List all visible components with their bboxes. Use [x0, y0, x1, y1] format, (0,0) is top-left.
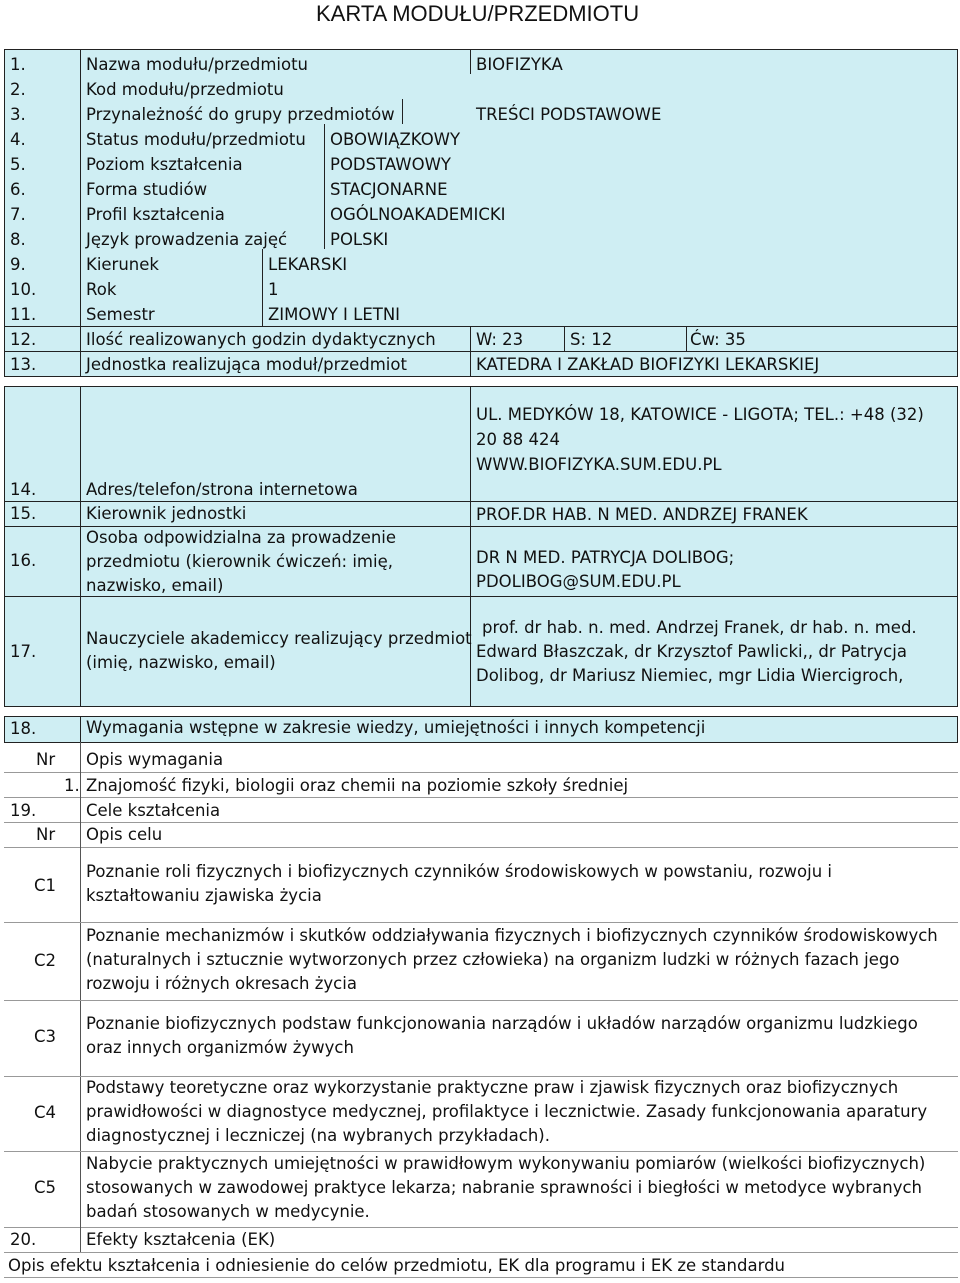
goal-c1-text: Poznanie roli fizycznych i biofizycznych czynników środowiskowych w powstaniu, rozwoju i kształtowaniu zjawiska życia — [86, 862, 832, 905]
row-15-label: Kierownik jednostki — [86, 504, 247, 523]
row-11-value: ZIMOWY I LETNI — [268, 305, 401, 324]
row-3-value: TREŚCI PODSTAWOWE — [476, 105, 662, 124]
row-6-number: 6. — [10, 180, 26, 199]
row-5-number: 5. — [10, 155, 26, 174]
goal-c4-text: Podstawy teoretyczne oraz wykorzystanie praktyczne praw i zjawisk fizycznych oraz biofizycznych prawidłowości w diagnostyce medycznej, profilaktyce i lecznictwie. Zasady funkcjonowania aparatury diagnostycznej i leczniczej (na wybranych przykładach). — [86, 1078, 928, 1145]
row-19-number: 19. — [10, 801, 37, 820]
requirements-desc-header: Opis wymagania — [86, 750, 224, 769]
row-13-value: KATEDRA I ZAKŁAD BIOFIZYKI LEKARSKIEJ — [476, 355, 820, 374]
row-2-number: 2. — [10, 80, 26, 99]
row-15-number: 15. — [10, 504, 37, 523]
row-15-value: PROF.DR HAB. N MED. ANDRZEJ FRANEK — [476, 505, 808, 524]
row-4-number: 4. — [10, 130, 26, 149]
row-8-value: POLSKI — [330, 230, 389, 249]
row-14-number: 14. — [10, 480, 37, 499]
row-1-value: BIOFIZYKA — [476, 55, 563, 74]
goal-c3-number: C3 — [34, 1027, 57, 1046]
hours-seminars: S: 12 — [570, 330, 613, 349]
row-12-number: 12. — [10, 330, 37, 349]
row-10-label: Rok — [86, 280, 117, 299]
goal-c3-text: Poznanie biofizycznych podstaw funkcjonowania narządów i układów narządów organizmu ludzkiego oraz innych organizmów żywych — [86, 1014, 918, 1057]
row-8-number: 8. — [10, 230, 26, 249]
row-9-label: Kierunek — [86, 255, 159, 274]
row-6-value: STACJONARNE — [330, 180, 448, 199]
row-1-number: 1. — [10, 55, 26, 74]
goal-c4-number: C4 — [34, 1103, 57, 1122]
goal-c2-text: Poznanie mechanizmów i skutków oddziaływania fizycznych i biofizycznych czynników środowiskowych (naturalnych i sztucznie wytworzonych przez człowieka) na organizm ludzki w różnych fazach jego rozwoju i różnych okresach życia — [86, 926, 938, 993]
row-3-label: Przynależność do grupy przedmiotów — [86, 105, 395, 124]
hours-exercises: Ćw: 35 — [690, 330, 746, 349]
row-2-label: Kod modułu/przedmiotu — [86, 80, 284, 99]
requirement-1-text: Znajomość fizyki, biologii oraz chemii na poziomie szkoły średniej — [86, 776, 629, 795]
row-4-label: Status modułu/przedmiotu — [86, 130, 306, 149]
address-line-1: UL. MEDYKÓW 18, KATOWICE - LIGOTA; TEL.: +48 (32) — [476, 405, 924, 424]
learning-outcomes-header: Opis efektu kształcenia i odniesienie do celów przedmiotu, EK dla programu i EK ze standardu — [8, 1256, 786, 1275]
goal-c2-number: C2 — [34, 951, 57, 970]
requirements-nr-header: Nr — [36, 750, 56, 769]
row-17-value-line-2: Edward Błaszczak, dr Krzysztof Pawlicki,, dr Patrycja — [476, 642, 907, 661]
row-11-label: Semestr — [86, 305, 155, 324]
row-5-label: Poziom kształcenia — [86, 155, 243, 174]
row-7-label: Profil kształcenia — [86, 205, 225, 224]
goal-c5-number: C5 — [34, 1178, 57, 1197]
row-18-label: Wymagania wstępne w zakresie wiedzy, umiejętności i innych kompetencji — [86, 718, 706, 737]
address-line-2: 20 88 424 — [476, 430, 560, 449]
row-7-value: OGÓLNOAKADEMICKI — [330, 205, 506, 224]
row-13-label: Jednostka realizująca moduł/przedmiot — [86, 355, 407, 374]
row-1-label: Nazwa modułu/przedmiotu — [86, 55, 308, 74]
row-16-value-line-1: DR N MED. PATRYCJA DOLIBOG; — [476, 548, 735, 567]
row-6-label: Forma studiów — [86, 180, 208, 199]
goal-c1-number: C1 — [34, 876, 57, 895]
row-13-number: 13. — [10, 355, 37, 374]
row-8-label: Język prowadzenia zajęć — [86, 230, 288, 249]
row-14-label: Adres/telefon/strona internetowa — [86, 480, 358, 499]
row-17-label-line-1: Nauczyciele akademiccy realizujący przedmiot — [86, 629, 472, 648]
row-17-label-line-2: (imię, nazwisko, email) — [86, 653, 276, 672]
row-20-label: Efekty kształcenia (EK) — [86, 1230, 276, 1249]
goals-nr-header: Nr — [36, 825, 56, 844]
row-16-label-line-2: przedmiotu (kierownik ćwiczeń: imię, — [86, 552, 393, 571]
row-17-number: 17. — [10, 642, 37, 661]
row-10-value: 1 — [268, 280, 279, 299]
row-11-number: 11. — [10, 305, 37, 324]
row-5-value: PODSTAWOWY — [330, 155, 451, 174]
requirement-1-number: 1. — [64, 776, 80, 795]
row-10-number: 10. — [10, 280, 37, 299]
row-4-value: OBOWIĄZKOWY — [330, 130, 461, 149]
row-16-email[interactable]: PDOLIBOG@SUM.EDU.PL — [476, 572, 681, 591]
row-7-number: 7. — [10, 205, 26, 224]
row-12-label: Ilość realizowanych godzin dydaktycznych — [86, 330, 436, 349]
row-18-number: 18. — [10, 719, 37, 738]
row-16-number: 16. — [10, 551, 37, 570]
row-20-number: 20. — [10, 1230, 37, 1249]
row-17-value-line-1: prof. dr hab. n. med. Andrzej Franek, dr hab. n. med. — [482, 618, 917, 637]
row-17-value-line-3: Dolibog, dr Mariusz Niemiec, mgr Lidia Wiercigroch, — [476, 666, 904, 685]
row-16-label-line-3: nazwisko, email) — [86, 576, 224, 595]
row-16-label-line-1: Osoba odpowidzialna za prowadzenie — [86, 528, 397, 547]
hours-lectures: W: 23 — [476, 330, 524, 349]
website-link[interactable]: WWW.BIOFIZYKA.SUM.EDU.PL — [476, 455, 722, 474]
goal-c5-text: Nabycie praktycznych umiejętności w prawidłowym wykonywaniu pomiarów (wielkości biofizycznych) stosowanych w zawodowej praktyce lekarza; nabranie sprawności i biegłości w metodyce wybranych badań stosowanych w medycynie. — [86, 1154, 926, 1221]
page-title: KARTA MODUŁU/PRZEDMIOTU — [316, 1, 640, 26]
row-19-label: Cele kształcenia — [86, 801, 221, 820]
row-9-number: 9. — [10, 255, 26, 274]
row-3-number: 3. — [10, 105, 26, 124]
goals-desc-header: Opis celu — [86, 825, 163, 844]
row-9-value: LEKARSKI — [268, 255, 348, 274]
